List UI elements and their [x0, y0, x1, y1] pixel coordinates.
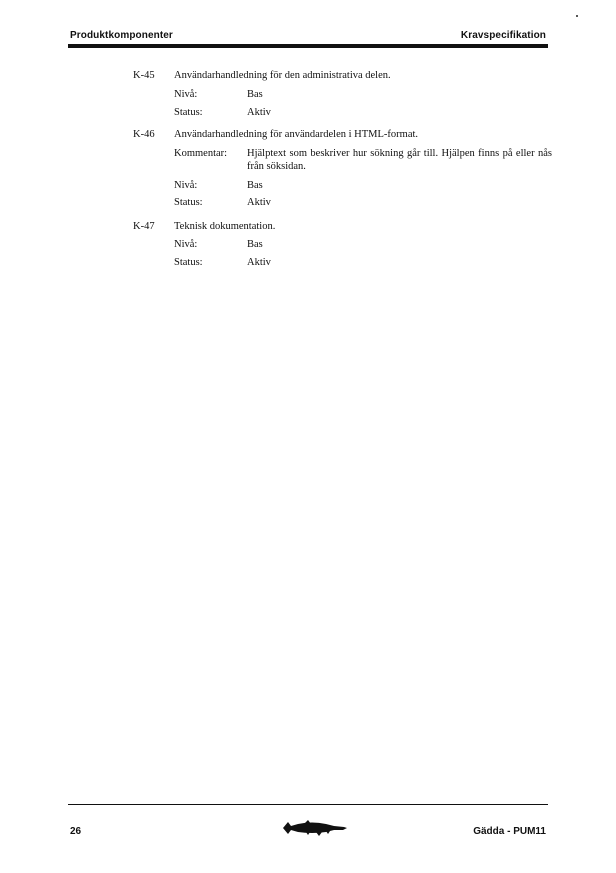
field-label: Status: — [174, 197, 203, 208]
stray-mark — [576, 15, 578, 17]
requirement-title: Användarhandledning för den administrativa delen. — [174, 70, 391, 81]
field-label: Nivå: — [174, 239, 198, 250]
header-section-title: Produktkomponenter — [70, 30, 173, 41]
field-value: Bas — [247, 239, 263, 250]
footer-rule — [68, 804, 548, 805]
document-name: Gädda - PUM11 — [473, 826, 546, 837]
field-label: Nivå: — [174, 89, 198, 100]
field-value: Aktiv — [247, 107, 271, 118]
field-value: Aktiv — [247, 197, 271, 208]
field-label: Nivå: — [174, 180, 198, 191]
field-label: Kommentar: — [174, 148, 228, 159]
requirement-title: Teknisk dokumentation. — [174, 221, 276, 232]
field-value: Bas — [247, 180, 263, 191]
field-value: Bas — [247, 89, 263, 100]
header-document-title: Kravspecifikation — [460, 30, 546, 41]
field-value: Hjälptext som beskriver hur sökning går till. Hjälpen finns på eller nås från söksidan. — [247, 148, 552, 172]
field-label: Status: — [174, 107, 203, 118]
field-label: Status: — [174, 257, 203, 268]
requirement-id: K-45 — [133, 70, 155, 81]
requirement-id: K-46 — [133, 129, 155, 140]
header-rule — [68, 44, 548, 48]
requirement-title: Användarhandledning för användardelen i HTML-format. — [174, 129, 419, 140]
pike-fish-icon — [282, 819, 348, 837]
page-number: 26 — [70, 826, 82, 837]
requirement-id: K-47 — [133, 221, 155, 232]
field-value: Aktiv — [247, 257, 271, 268]
